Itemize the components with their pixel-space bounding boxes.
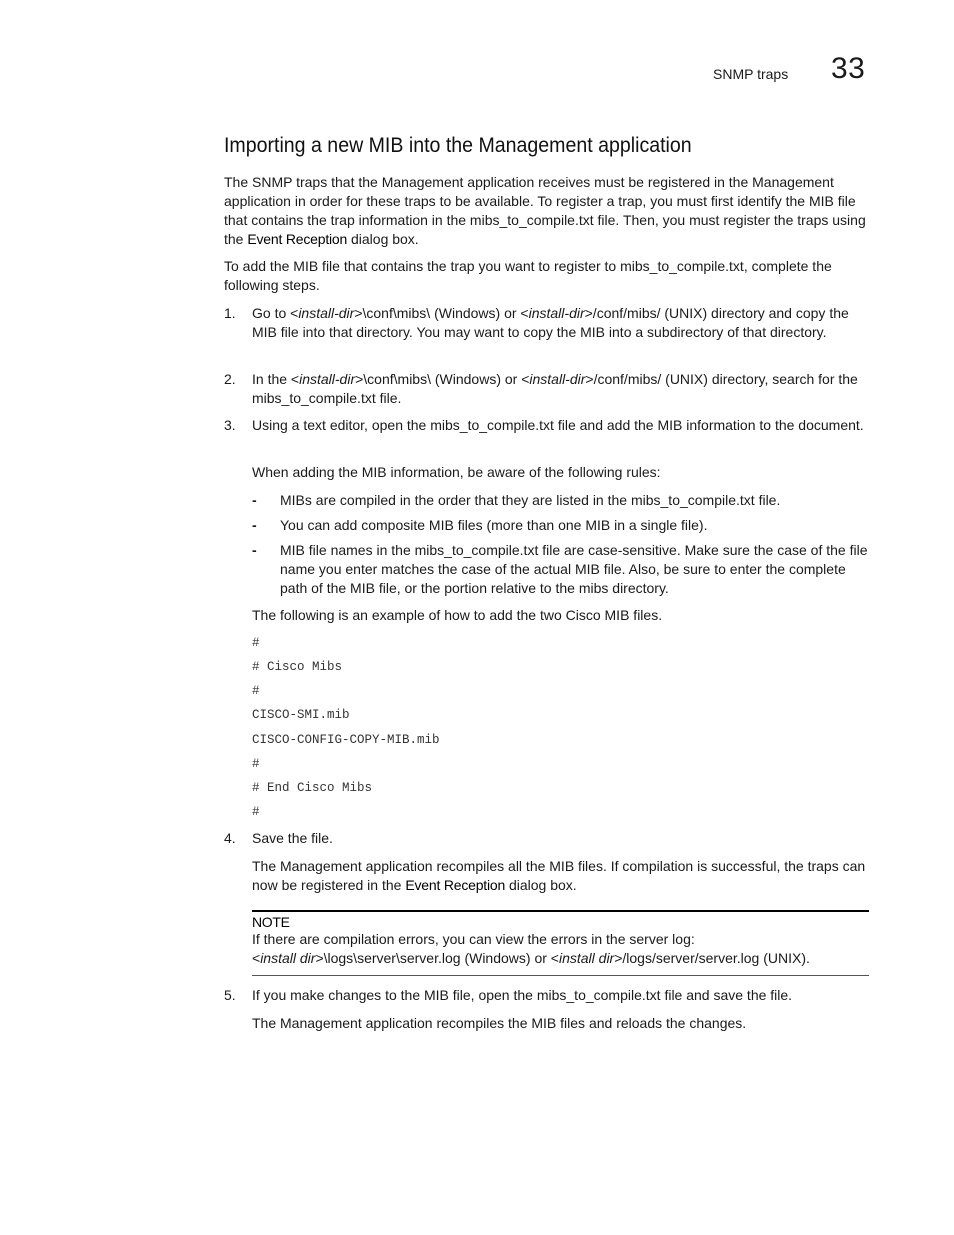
bullet-marker: - [252, 517, 257, 533]
example-intro: The following is an example of how to add the two Cisco MIB files. [252, 607, 663, 623]
step-number: 1. [224, 305, 236, 321]
code-line: CISCO-SMI.mib [252, 708, 350, 722]
step-number: 2. [224, 371, 236, 387]
code-line: CISCO-CONFIG-COPY-MIB.mib [252, 733, 440, 747]
code-line: # Cisco Mibs [252, 660, 343, 674]
step-number: 4. [224, 830, 236, 846]
step-2-text: In the <install-dir>\conf\mibs\ (Windows) or <install-dir>/conf/mibs/ (UNIX) directory, search for the mibs_to_compile.txt file. [252, 371, 858, 406]
code-line: # [252, 636, 260, 650]
running-header-section: SNMP traps [713, 66, 789, 82]
chapter-number: 33 [831, 52, 866, 85]
code-line: # End Cisco Mibs [252, 781, 373, 795]
ui-label-event-reception: Event Reception [405, 877, 506, 893]
code-line: # [252, 757, 260, 771]
step-1-text: Go to <install-dir>\conf\mibs\ (Windows) or <install-dir>/conf/mibs/ (UNIX) directory and copy the MIB file into that directory. You may want to copy the MIB into a subdirectory of that directory. [252, 305, 849, 340]
intro-paragraph-1: The SNMP traps that the Management application receives must be registered in the Management application in order for these traps to be available. To register a trap, you must first identify the MIB file that contains the trap information in the mibs_to_compile.txt file. Then, you must register the traps using the Event Reception dialog box. [224, 174, 866, 247]
page-title: Importing a new MIB into the Management application [224, 133, 692, 157]
note-top-rule [252, 910, 869, 912]
note-line-2: <install dir>\logs\server\server.log (Windows) or <install dir>/logs/server/server.log (UNIX). [252, 950, 810, 966]
note-line-1: If there are compilation errors, you can view the errors in the server log: [252, 931, 695, 947]
bullet-marker: - [252, 492, 257, 508]
step-3-text: Using a text editor, open the mibs_to_compile.txt file and add the MIB information to the document. [252, 417, 864, 433]
rule-item: You can add composite MIB files (more than one MIB in a single file). [280, 517, 708, 533]
step-4-result: The Management application recompiles all the MIB files. If compilation is successful, the traps can now be registered in the Event Reception dialog box. [252, 858, 866, 893]
bullet-marker: - [252, 542, 257, 558]
ui-label-event-reception: Event Reception [247, 231, 348, 247]
rules-intro: When adding the MIB information, be aware of the following rules: [252, 464, 661, 480]
note-bottom-rule [252, 975, 869, 976]
step-4-text: Save the file. [252, 830, 333, 846]
rule-item: MIBs are compiled in the order that they are listed in the mibs_to_compile.txt file. [280, 492, 781, 508]
step-number: 3. [224, 417, 236, 433]
rule-item: MIB file names in the mibs_to_compile.txt file are case-sensitive. Make sure the case of the file name you enter matches the case of the actual MIB file. Also, be sure to enter the complete path of the MIB file, or the portion relative to the mibs directory. [280, 542, 868, 596]
intro-paragraph-2: To add the MIB file that contains the trap you want to register to mibs_to_compile.txt, complete the following steps. [224, 258, 832, 293]
code-line: # [252, 805, 260, 819]
note-label: NOTE [252, 914, 290, 930]
step-number: 5. [224, 987, 236, 1003]
step-5-text: If you make changes to the MIB file, open the mibs_to_compile.txt file and save the file. [252, 987, 793, 1003]
code-line: # [252, 684, 260, 698]
step-5-result: The Management application recompiles the MIB files and reloads the changes. [252, 1015, 747, 1031]
